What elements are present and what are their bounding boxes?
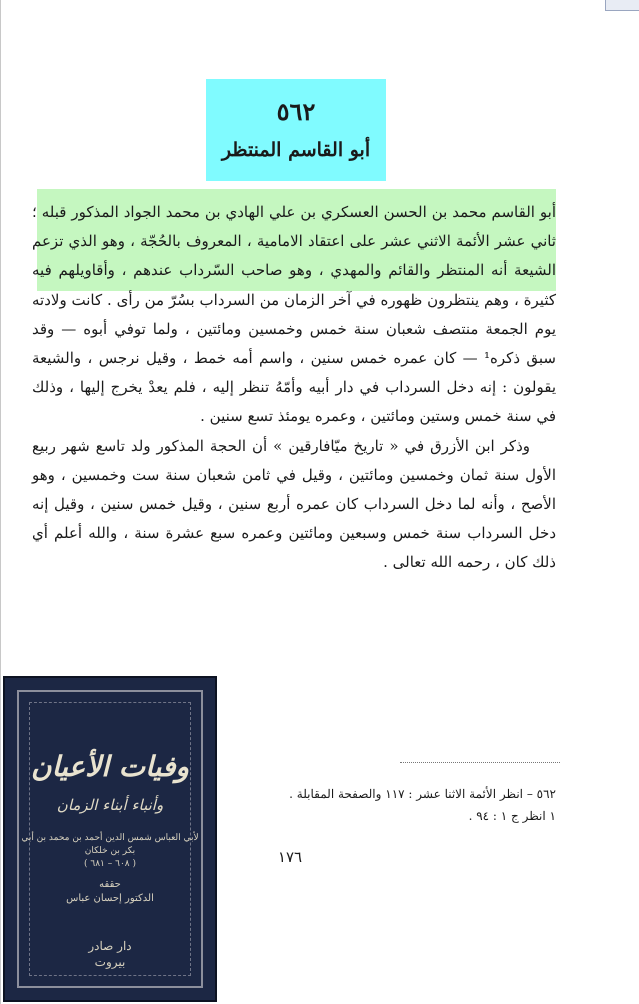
book-author: لأبي العباس شمس الدين أحمد بن محمد بن أبي بكر بن خلكان [21, 833, 199, 856]
window-left-border [0, 0, 1, 1004]
biography-paragraph-2: وذكر ابن الأزرق في « تاريخ ميّافارقين » أن الحجة المذكور ولد تاسع شهر ربيع الأول سنة ثمان وخمسين ومائتين ، وقيل في ثامن شعبان سنة ست وخمسين ، وهو الأصح ، وأنه لما دخل السرداب كان عمره أربع سنين ، وقيل خمس سنين ، وقيل إنه دخل السرداب سنة خمس وسبعين ومائتين وعمره سبع عشرة سنة ، والله أعلم أي ذلك كان ، رحمه الله تعالى . [32, 436, 556, 572]
book-cover-frame [17, 690, 203, 988]
footnote-2: ١ انظر ج ١ : ٩٤ . [468, 809, 556, 823]
entry-number: ٥٦٢ [276, 97, 316, 126]
book-subtitle: وأنباء أبناء الزمان [56, 796, 164, 814]
book-editor: الدكتور إحسان عباس [66, 893, 154, 904]
page-number: ١٧٦ [277, 848, 303, 866]
book-cover-image [3, 676, 217, 1002]
book-publisher: دار صادر [88, 939, 132, 953]
book-title: وفيات الأعيان [31, 750, 189, 783]
footnote-1: ٥٦٢ – انظر الأئمة الاثنا عشر : ١١٧ والصفحة المقابلة . [289, 787, 556, 801]
entry-heading-box [206, 79, 386, 181]
book-city: بيروت [94, 955, 126, 969]
book-publisher-block [19, 938, 201, 970]
biography-paragraph-1: أبو القاسم محمد بن الحسن العسكري بن علي الهادي بن محمد الجواد المذكور قبله ؛ ثاني عشر الأئمة الاثني عشر على اعتقاد الامامية ، المعروف بالحُجّة ، وهو الذي تزعم الشيعة أنه المنتظر والقائم والمهدي ، وهو صاحب السّرداب عندهم ، وأقاويلهم فيه كثيرة ، وهم ينتظرون ظهوره في آخر الزمان من السرداب بسُرّ من رأى . كانت ولادته يوم الجمعة منتصف شعبان سنة خمس وخمسين ومائتين ، ولما توفي أبوه — وقد سبق ذكره¹ — كان عمره خمس سنين ، واسم أمه خمط ، وقيل نرجس ، والشيعة يقولون : إنه دخل السرداب في دار أبيه وأمّهُ تنظر إليه ، فلم يعدْ يخرج إليها ، وذلك في سنة خمس وستين ومائتين ، وعمره يومئذ تسع سنين . [32, 203, 556, 426]
book-editor-block [19, 878, 201, 906]
book-author-dates: ( ٦٠٨ – ٦٨١ ) [83, 859, 136, 869]
biography-text [32, 198, 556, 578]
footnotes [180, 783, 556, 827]
book-author-block [19, 832, 201, 871]
book-editor-label: حققه [99, 879, 121, 890]
window-corner-control[interactable] [605, 0, 639, 11]
footnote-divider [400, 762, 560, 763]
entry-title: أبو القاسم المنتظر [221, 139, 371, 161]
